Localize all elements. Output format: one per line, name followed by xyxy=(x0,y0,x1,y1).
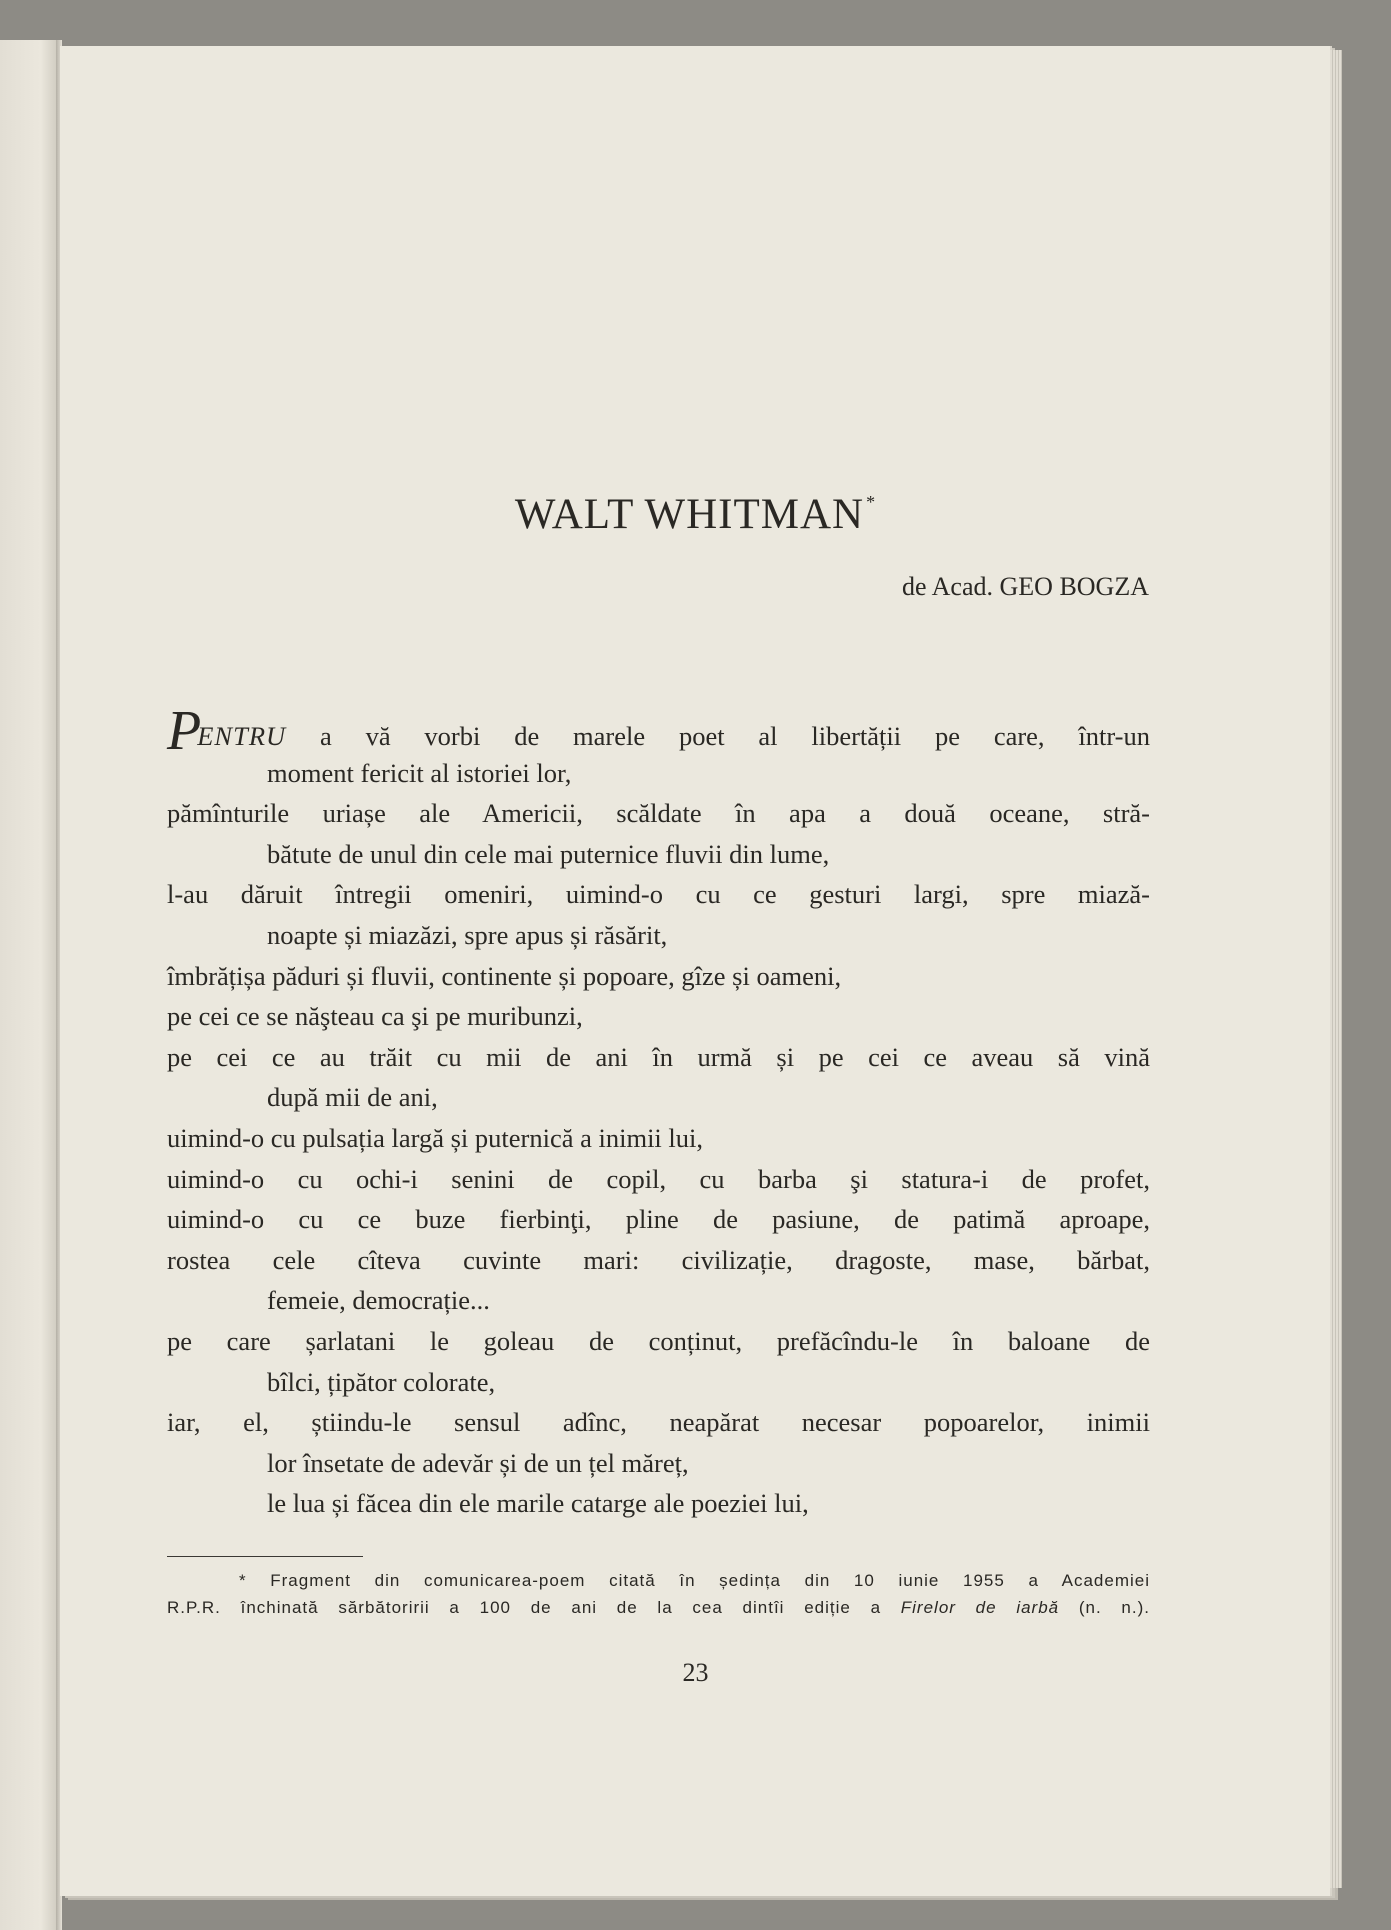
footnote-line: * Fragment din comunicarea-poem citată în ședința din 10 iunie 1955 a Academiei xyxy=(239,1571,1150,1590)
page-number: 23 xyxy=(682,1658,709,1687)
poem-line: femeie, democrație... xyxy=(267,1285,490,1316)
poem-line: moment fericit al istoriei lor, xyxy=(267,757,572,788)
poem-line: PENTRU a vă vorbi de marele poet al libertății pe care, într-un xyxy=(167,700,1150,762)
opening-word: ENTRU xyxy=(197,721,287,751)
poem-line: iar, el, știindu-le sensul adînc, neapărat necesar popoarelor, inimii xyxy=(167,1407,1150,1438)
poem-line: bîlci, țipător colorate, xyxy=(267,1366,496,1397)
footnote xyxy=(167,1567,1150,1621)
footnote-divider xyxy=(167,1556,363,1557)
title-text: WALT WHITMAN xyxy=(514,491,865,538)
footnote-line: R.P.R. închinată sărbătoririi a 100 de ani de la cea dintîi ediție a Firelor de iarbă (n. n.). xyxy=(167,1598,1150,1617)
poem-line: le lua și făcea din ele marile catarge ale poeziei lui, xyxy=(267,1488,809,1519)
poem-line: pe cei ce se năşteau ca şi pe muribunzi, xyxy=(167,1001,583,1032)
poem-line: îmbrățișa păduri și fluvii, continente și popoare, gîze și oameni, xyxy=(167,960,842,991)
poem-body xyxy=(167,700,1150,1524)
poem-line: uimind-o cu pulsația largă și puternică a inimii lui, xyxy=(167,1122,704,1153)
poem-line: pămînturile uriașe ale Americii, scăldate în apa a două oceane, stră- xyxy=(167,798,1150,829)
title-footnote-mark: * xyxy=(866,492,877,512)
drop-cap: P xyxy=(167,700,202,762)
poem-line: uimind-o cu ochi-i senini de copil, cu barba şi statura-i de profet, xyxy=(167,1163,1150,1194)
poem-line: pe care șarlatani le goleau de conținut, prefăcîndu-le în baloane de xyxy=(167,1325,1150,1356)
left-page-margin xyxy=(0,40,58,1930)
poem-line: lor însetate de adevăr și de un țel măreț, xyxy=(267,1447,689,1478)
page-edges xyxy=(1330,50,1342,1888)
poem-line: uimind-o cu ce buze fierbinţi, pline de pasiune, de patimă aproape, xyxy=(167,1204,1150,1235)
article-title xyxy=(0,490,1391,539)
footnote-book-title: Firelor de iarbă xyxy=(900,1598,1060,1617)
poem-line: rostea cele cîteva cuvinte mari: civilizație, dragoste, mase, bărbat, xyxy=(167,1244,1150,1275)
poem-line: bătute de unul din cele mai puternice fluvii din lume, xyxy=(267,838,830,869)
poem-line: pe cei ce au trăit cu mii de ani în urmă și pe cei ce aveau să vină xyxy=(167,1041,1150,1072)
poem-line: l-au dăruit întregii omeniri, uimind-o cu ce gesturi largi, spre miază- xyxy=(167,879,1150,910)
author-byline: de Acad. GEO BOGZA xyxy=(902,572,1149,601)
poem-line: după mii de ani, xyxy=(267,1082,438,1113)
poem-line: noapte și miazăzi, spre apus și răsărit, xyxy=(267,919,668,950)
